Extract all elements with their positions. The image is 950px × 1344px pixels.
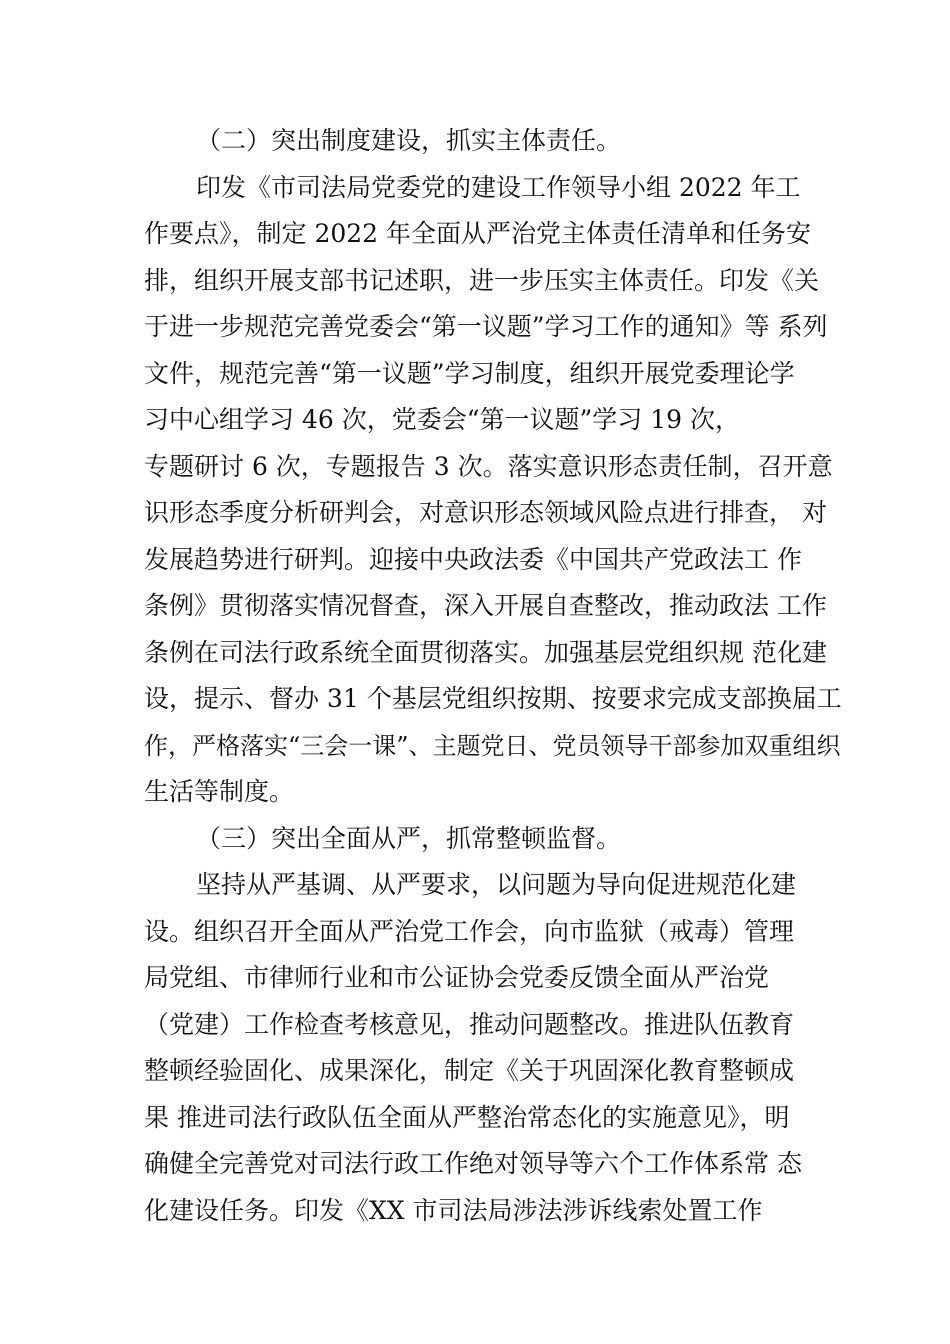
- text-line: 发展趋势进行研判。迎接中央政法委《中国共产党政法工 作: [144, 544, 802, 574]
- text-line: 专题研讨 6 次，专题报告 3 次。落实意识形态责任制，召开意: [144, 451, 833, 481]
- text-line: 文件，规范完善“第一议题”学习制度，组织开展党委理论学: [144, 358, 795, 388]
- text-line: 生活等制度。: [144, 777, 295, 806]
- text-line: 整顿经验固化、成果深化，制定《关于巩固深化教育整顿成: [144, 1056, 795, 1085]
- text-line: 于进一步规范完善党委会“第一议题”学习工作的通知》等 系列: [144, 312, 828, 341]
- text-line: 作要点》，制定 2022 年全面从严治党主体责任清单和任务安: [144, 219, 812, 248]
- text-line: 习中心组学习 46 次，党委会“第一议题”学习 19 次，: [144, 405, 740, 434]
- text-line: 作，严格落实“三会一课”、主题党日、党员领导干部参加双重组织: [144, 731, 841, 760]
- text-line: 果 推进司法行政队伍全面从严整治常态化的实施意见》，明: [144, 1102, 790, 1132]
- text-line: （二）突出制度建设，抓实主体责任。: [196, 126, 622, 155]
- text-line: 坚持从严基调、从严要求，以问题为导向促进规范化建: [196, 870, 797, 899]
- text-line: 确健全完善党对司法行政工作绝对领导等六个工作体系常 态: [144, 1149, 802, 1178]
- text-line: 印发《市司法局党委党的建设工作领导小组 2022 年工: [196, 172, 801, 202]
- text-line: 局党组、市律师行业和市公证协会党委反馈全面从严治党: [144, 963, 770, 992]
- document-body: [144, 118, 844, 1234]
- text-line: （党建）工作检查考核意见，推动问题整改。推进队伍教育: [144, 1009, 795, 1039]
- text-line: 条例》贯彻落实情况督查，深入开展自查整改，推动政法 工作: [144, 591, 827, 620]
- text-line: 排，组织开展支部书记述职，进一步压实主体责任。印发《关: [144, 265, 820, 295]
- text-line: 条例在司法行政系统全面贯彻落实。加强基层党组织规 范化建: [144, 637, 827, 667]
- text-line: （三）突出全面从严，抓常整顿监督。: [196, 823, 622, 853]
- text-line: 设。组织召开全面从严治党工作会，向市监狱（戒毒）管理: [144, 916, 795, 946]
- text-line: 识形态季度分析研判会，对意识形态领域风险点进行排查， 对: [144, 498, 827, 527]
- text-line: 化建设任务。印发《XX 市司法局涉法涉诉线索处置工作: [144, 1195, 763, 1225]
- text-line: 设，提示、督办 31 个基层党组织按期、按要求完成支部换届工: [144, 684, 842, 713]
